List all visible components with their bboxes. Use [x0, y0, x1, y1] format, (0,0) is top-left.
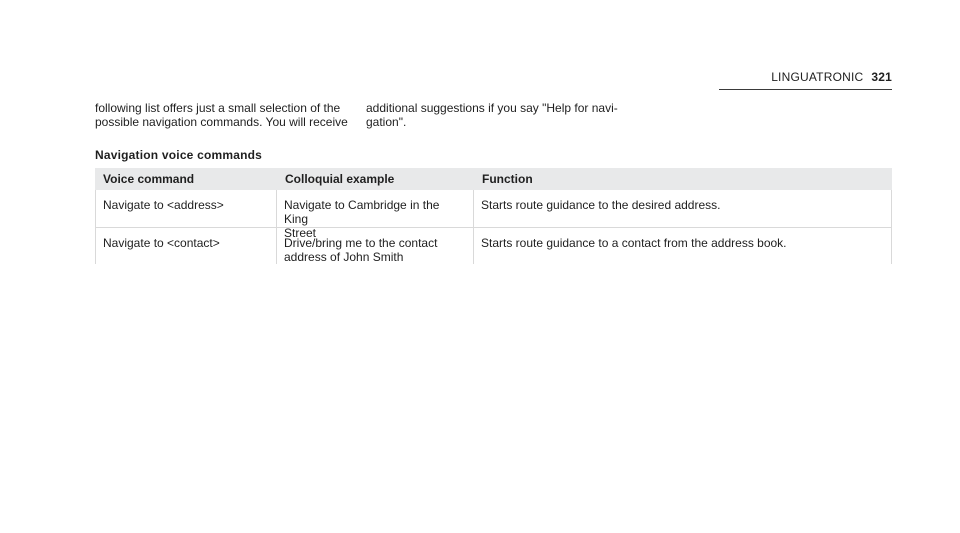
column-header-function: Function	[482, 172, 533, 186]
voice-commands-table	[95, 168, 892, 264]
intro-text-left: following list offers just a small selection of the possible navigation commands. You will receive	[95, 101, 348, 129]
running-header	[719, 68, 892, 90]
column-header-colloquial-example: Colloquial example	[285, 172, 395, 186]
column-header-voice-command: Voice command	[103, 172, 195, 186]
cell-colloquial-example: Navigate to Cambridge in the King Street	[277, 190, 474, 227]
section-name: LINGUATRONIC	[771, 70, 864, 84]
cell-function: Starts route guidance to the desired address.	[481, 198, 721, 212]
section-title: Navigation voice commands	[95, 148, 263, 162]
page-number: 321	[871, 70, 892, 84]
table-row	[95, 228, 892, 264]
cell-function: Starts route guidance to a contact from the address book.	[481, 236, 787, 250]
table-header-row	[95, 168, 892, 190]
table-row	[95, 190, 892, 240]
cell-colloquial-example: Drive/bring me to the contact address of John Smith	[277, 228, 474, 264]
intro-text-right: additional suggestions if you say "Help for navi- gation".	[366, 101, 618, 129]
cell-voice-command: Navigate to <contact>	[96, 228, 277, 264]
cell-voice-command: Navigate to <address>	[96, 190, 277, 227]
